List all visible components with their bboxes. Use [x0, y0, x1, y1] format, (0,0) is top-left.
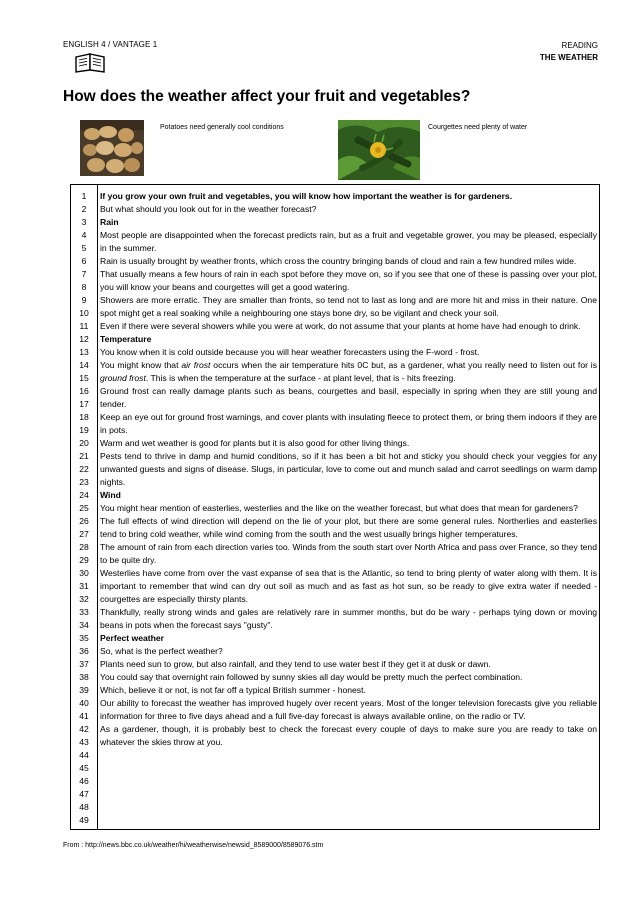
line-number: 7: [81, 269, 87, 279]
courgettes-caption: Courgettes need plenty of water: [428, 124, 528, 131]
section-heading: Temperature: [100, 334, 152, 344]
text-paragraph: You know when it is cold outside because you will hear weather forecasters using the F-word - frost.: [100, 347, 480, 357]
line-number: 19: [79, 425, 89, 435]
line-number: 25: [79, 503, 89, 513]
text-paragraph: Which, believe it or not, is not far off a typical British summer - honest.: [100, 685, 366, 695]
section-heading: Wind: [100, 490, 121, 500]
text-paragraph: You might hear mention of easterlies, westerlies and the like on the weather forecast, but what does that mean for gardeners?: [100, 503, 578, 513]
line-number: 33: [79, 607, 89, 617]
line-number: 26: [79, 516, 89, 526]
text-paragraph: Pests tend to thrive in damp and humid conditions, so if it has been a bit hot and sticky you should check your veggies for any unwanted guests and signs of disease. Slugs, in particular, love to come out and munch salad and carrot seedlings on warm damp nights.: [100, 451, 597, 487]
line-number: 29: [79, 555, 89, 565]
reading-text: [100, 190, 597, 749]
line-number: 46: [79, 776, 89, 786]
line-number: 4: [81, 230, 87, 240]
line-number: 45: [79, 763, 89, 773]
section-label: [540, 40, 598, 64]
line-number: 30: [79, 568, 89, 578]
line-number: 6: [81, 256, 87, 266]
line-number: 2: [81, 204, 87, 214]
text-paragraph: So, what is the perfect weather?: [100, 646, 223, 656]
line-number: 12: [79, 334, 89, 344]
section-heading: Rain: [100, 217, 119, 227]
text-paragraph: Warm and wet weather is good for plants but it is also good for other living things.: [100, 438, 410, 448]
section-heading: Perfect weather: [100, 633, 165, 643]
potatoes-caption: Potatoes need generally cool conditions: [160, 124, 284, 131]
line-number: 36: [79, 646, 89, 656]
reading-text-table: [70, 184, 600, 830]
section-label-bottom: THE WEATHER: [539, 53, 598, 62]
line-number: 24: [79, 490, 89, 500]
line-number: 35: [79, 633, 89, 643]
text-paragraph: But what should you look out for in the weather forecast?: [100, 204, 317, 214]
line-number: 37: [79, 659, 89, 669]
text-run: . This is when the temperature at the surface - at plant level, that is - hits freezing.: [145, 373, 456, 383]
course-label: ENGLISH 4 / VANTAGE 1: [63, 40, 158, 49]
line-number: 43: [79, 737, 89, 747]
line-number: 34: [79, 620, 89, 630]
line-number: 14: [79, 360, 89, 370]
line-number: 32: [79, 594, 89, 604]
source-citation: From : http://news.bbc.co.uk/weather/hi/weatherwise/newsid_8589000/8589076.stm: [63, 842, 324, 849]
line-number: 15: [79, 373, 89, 383]
line-number: 31: [79, 581, 89, 591]
emphasis-term: ground frost: [100, 373, 146, 383]
line-number: 18: [79, 412, 89, 422]
line-number: 23: [79, 477, 89, 487]
line-number: 27: [79, 529, 89, 539]
text-paragraph: Thankfully, really strong winds and gales are relatively rare in summer months, but do be wary - perhaps tying down or moving beans in pots when the forecast says "gusty".: [100, 607, 597, 630]
text-paragraph: Most people are disappointed when the forecast predicts rain, but as a fruit and vegetable grower, you may be pleased, especially in the summer.: [100, 230, 597, 253]
line-number: 44: [79, 750, 89, 760]
text-paragraph: Even if there were several showers while you were at work, do not assume that your plants at home have had enough to drink.: [100, 321, 581, 331]
line-number: 9: [81, 295, 87, 305]
line-number: 17: [79, 399, 89, 409]
line-number: 38: [79, 672, 89, 682]
line-number: 10: [79, 308, 89, 318]
potatoes-photo: [80, 120, 144, 176]
text-paragraph: [100, 359, 597, 385]
text-paragraph: Showers are more erratic. They are smaller than fronts, so tend not to last as long and are more hit and miss in their nature. One spot might get a real soaking while a neighbouring one stays bone dry, so be vigilant and check your soil.: [100, 295, 597, 318]
line-number: 3: [81, 217, 87, 227]
text-run: occurs when the air temperature hits 0C but, as a gardener, what you really need to listen out for is: [210, 360, 598, 370]
text-run: You might know that: [100, 360, 182, 370]
line-number: 22: [79, 464, 89, 474]
text-paragraph: Plants need sun to grow, but also rainfall, and they tend to use water best if they get it at dusk or dawn.: [100, 659, 491, 669]
line-number: 40: [79, 698, 89, 708]
line-number-column: [71, 185, 98, 829]
line-number: 5: [81, 243, 87, 253]
line-number: 11: [79, 321, 89, 331]
section-label-top: READING: [561, 41, 598, 50]
line-number: 42: [79, 724, 89, 734]
text-paragraph: You could say that overnight rain followed by sunny skies all day would be pretty much the perfect combination.: [100, 672, 523, 682]
line-number: 28: [79, 542, 89, 552]
line-number: 20: [79, 438, 89, 448]
text-paragraph: The full effects of wind direction will depend on the lie of your plot, but there are some general rules. Northerlies and easterlies tend to bring cold weather, while wind coming from the south and the west usually brings higher temperatures.: [100, 516, 597, 539]
emphasis-term: air frost: [181, 360, 211, 370]
line-number: 13: [79, 347, 89, 357]
text-paragraph: Rain is usually brought by weather fronts, which cross the country bringing bands of cloud and rain a few hundred miles wide.: [100, 256, 577, 266]
text-paragraph: Our ability to forecast the weather has improved hugely over recent years. Most of the longer television forecasts give you reliable information for three to five days ahead and a full five-day forecast is always available online, on the radio or TV.: [100, 698, 597, 721]
line-number: 21: [79, 451, 89, 461]
line-number: 41: [79, 711, 89, 721]
open-book-icon: [74, 51, 106, 73]
line-number: 16: [79, 386, 89, 396]
text-paragraph: Westerlies have come from over the vast expanse of sea that is the Atlantic, so tend to bring plenty of water along with them. It is important to remember that wind can dry out soil as much and as fast as hot sun, so be ready to give extra water if needed - courgettes are especially thirsty plants.: [100, 568, 597, 604]
courgettes-photo: [338, 120, 420, 180]
text-paragraph: That usually means a few hours of rain in each spot before they move on, so if you see that one of these is passing over your plot, you will know your beans and courgettes will get a good watering.: [100, 269, 597, 292]
text-paragraph: As a gardener, though, it is probably best to check the forecast every couple of days to make sure you are ready to take on whatever the skies throw at you.: [100, 724, 597, 747]
page-title: How does the weather affect your fruit and vegetables?: [63, 88, 471, 105]
text-paragraph: Ground frost can really damage plants such as beans, courgettes and basil, especially in spring when they are still young and tender.: [100, 386, 597, 409]
line-number: 47: [79, 789, 89, 799]
line-number: 8: [81, 282, 87, 292]
line-number: 39: [79, 685, 89, 695]
line-number: 48: [79, 802, 89, 812]
line-number: 1: [81, 191, 87, 201]
section-heading: If you grow your own fruit and vegetables, you will know how important the weather is for gardeners.: [100, 191, 513, 201]
text-paragraph: The amount of rain from each direction varies too. Winds from the south start over North Africa and pass over France, so they tend to be quite dry.: [100, 542, 597, 565]
text-paragraph: Keep an eye out for ground frost warnings, and cover plants with insulating fleece to protect them, or bring them indoors if they are in pots.: [100, 412, 597, 435]
line-number: 49: [79, 815, 89, 825]
